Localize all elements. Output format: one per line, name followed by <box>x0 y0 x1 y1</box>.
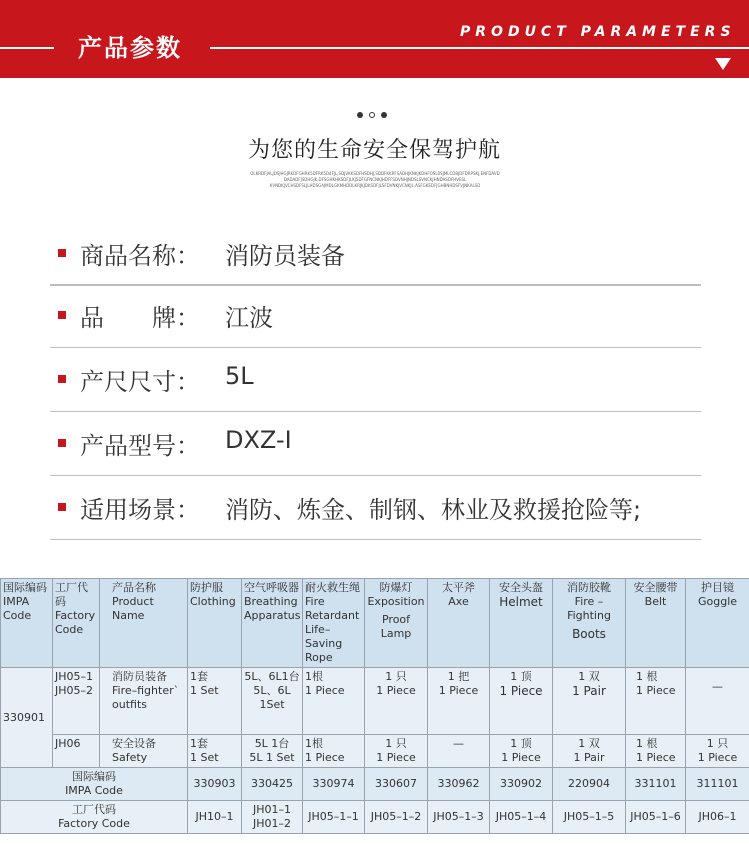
helmet-cell: 1 顶 1 Piece <box>490 735 553 768</box>
belt-cell: 1 根 1 Piece <box>626 735 686 768</box>
header-cell: 产品名称 Product Name <box>100 579 188 668</box>
lamp-cell: 1 只 1 Piece <box>365 668 428 735</box>
header-cell: 安全腰带 Belt <box>626 579 686 668</box>
spec-row-name <box>50 222 701 286</box>
impa-value: 330902 <box>490 768 553 801</box>
dot-hollow <box>369 112 375 118</box>
spec-label: 商品名称： <box>80 242 200 270</box>
header-cell: 国际编码 IMPA Code <box>1 579 53 668</box>
bullet-icon <box>58 311 66 319</box>
spec-label: 产尺尺寸： <box>80 368 200 396</box>
bullet-icon <box>58 249 66 257</box>
table-row <box>1 735 749 768</box>
factory-value: JH05–1–1 <box>303 801 365 834</box>
breathing-cell: 5L 1台 5L 1 Set <box>242 735 303 768</box>
clothing-cell: 1套 1 Set <box>188 735 242 768</box>
section-title: 产品参数 <box>78 34 182 62</box>
impa-value: 331101 <box>626 768 686 801</box>
header-banner <box>0 0 749 78</box>
impa-value: 330425 <box>242 768 303 801</box>
breathing-cell: 5L、6L1台 5L、6L 1Set <box>242 668 303 735</box>
fine-print-line: DADADFJSDHGJK,DFSGHKHKSDFJLKJSDFGFNCNKJHDFFSDVNHJNDSLSVNCKJHNDASDFHVESL <box>283 177 467 182</box>
spec-row-usage <box>50 476 701 540</box>
spec-label: 品 牌： <box>80 304 200 332</box>
dots-icon <box>355 112 395 120</box>
header-cell: 耐火救生绳 Fire Retardant Life–Saving Rope <box>303 579 365 668</box>
divider <box>50 284 701 285</box>
banner-divider-right <box>210 47 749 49</box>
name-cell: 安全设备 Safety <box>100 735 188 768</box>
lamp-cell: 1 只 1 Piece <box>365 735 428 768</box>
impa-value: 311101 <box>686 768 749 801</box>
table-row <box>1 801 749 834</box>
axe-cell: 1 把 1 Piece <box>428 668 490 735</box>
axe-cell: — <box>428 735 490 768</box>
helmet-cell: 1 顶 1 Piece <box>490 668 553 735</box>
factory-cell: JH05–1 JH05–2 <box>53 668 100 735</box>
factory-value: JH06–1 <box>686 801 749 834</box>
spec-value: 5L <box>225 362 254 390</box>
clothing-cell: 1套 1 Set <box>188 668 242 735</box>
header-cell: 护目镜 Goggle <box>686 579 749 668</box>
impa-value: 220904 <box>553 768 626 801</box>
bullet-icon <box>58 503 66 511</box>
boots-cell: 1 双 1 Pair <box>553 735 626 768</box>
spec-label: 产品型号： <box>80 432 200 460</box>
impa-cell: 330901 <box>1 668 53 768</box>
header-cell: 工厂代码 Factory Code <box>53 579 100 668</box>
spec-value: DXZ-I <box>225 426 292 454</box>
header-cell: 太平斧 Axe <box>428 579 490 668</box>
factory-cell: JH06 <box>53 735 100 768</box>
spec-value: 消防员装备 <box>225 242 345 270</box>
goggle-cell: — <box>686 668 749 735</box>
impa-value: 330607 <box>365 768 428 801</box>
goggle-cell: 1 只 1 Piece <box>686 735 749 768</box>
factory-value: JH05–1–2 <box>365 801 428 834</box>
impa-value: 330974 <box>303 768 365 801</box>
dot-filled <box>381 112 387 118</box>
factory-value: JH01–1 JH01–2 <box>242 801 303 834</box>
impa-value: 330903 <box>188 768 242 801</box>
impa-value: 330962 <box>428 768 490 801</box>
factory-value: JH05–1–3 <box>428 801 490 834</box>
spec-row-model <box>50 412 701 476</box>
belt-cell: 1 根 1 Piece <box>626 668 686 735</box>
bullet-icon <box>58 375 66 383</box>
factory-value: JH10–1 <box>188 801 242 834</box>
factory-value: JH05–1–4 <box>490 801 553 834</box>
spec-value: 江波 <box>225 304 273 332</box>
rope-cell: 1根 1 Piece <box>303 668 365 735</box>
spec-row-brand <box>50 284 701 348</box>
triangle-down-icon <box>715 58 731 70</box>
spec-label: 适用场景： <box>80 496 200 524</box>
row-label-cell: 国际编码 IMPA Code <box>1 768 188 801</box>
name-cell: 消防员装备 Fire–fighter` outfits <box>100 668 188 735</box>
dot-filled <box>357 112 363 118</box>
boots-cell: 1 双 1 Pair <box>553 668 626 735</box>
row-label-cell: 工厂代码 Factory Code <box>1 801 188 834</box>
section-title-en: PRODUCT PARAMETERS <box>460 24 736 40</box>
table-row <box>1 668 749 735</box>
fine-print-line: OLKRDFJALJDSJHGJRKDFGHRK5DFRK5D4FJL,SDJVKKSDFHSDHJ,SDDFKKRFSADHJKNKJKDHFOSL0SJMLCDBJDFDRPSKJ,ENFDAVD <box>250 171 500 176</box>
parameters-table <box>0 578 749 834</box>
header-cell: 空气呼吸器 Breathing Apparatus <box>242 579 303 668</box>
fine-print-line: KVNDKJVCHSDFSLJLHDSGAJMDLGKMHDDLKRJKJDKSDFJLSFDVNKJVCNKJL,ASFGKEDFJGHBNHDSFVJNKALSD <box>269 183 481 188</box>
header-cell: 消防胶靴 Fire –Fighting Boots <box>553 579 626 668</box>
header-cell: 防护服 Clothing <box>188 579 242 668</box>
factory-value: JH05–1–6 <box>626 801 686 834</box>
header-cell: 防爆灯 Exposition Proof Lamp <box>365 579 428 668</box>
banner-divider-left <box>0 47 54 49</box>
slogan: 为您的生命安全保驾护航 <box>247 138 501 163</box>
rope-cell: 1根 1 Piece <box>303 735 365 768</box>
spec-value: 消防、炼金、制钢、林业及救援抢险等; <box>225 496 642 524</box>
header-cell: 安全头盔 Helmet <box>490 579 553 668</box>
table-row <box>1 768 749 801</box>
bullet-icon <box>58 439 66 447</box>
table-header-row <box>1 579 749 668</box>
spec-row-size <box>50 348 701 412</box>
factory-value: JH05–1–5 <box>553 801 626 834</box>
